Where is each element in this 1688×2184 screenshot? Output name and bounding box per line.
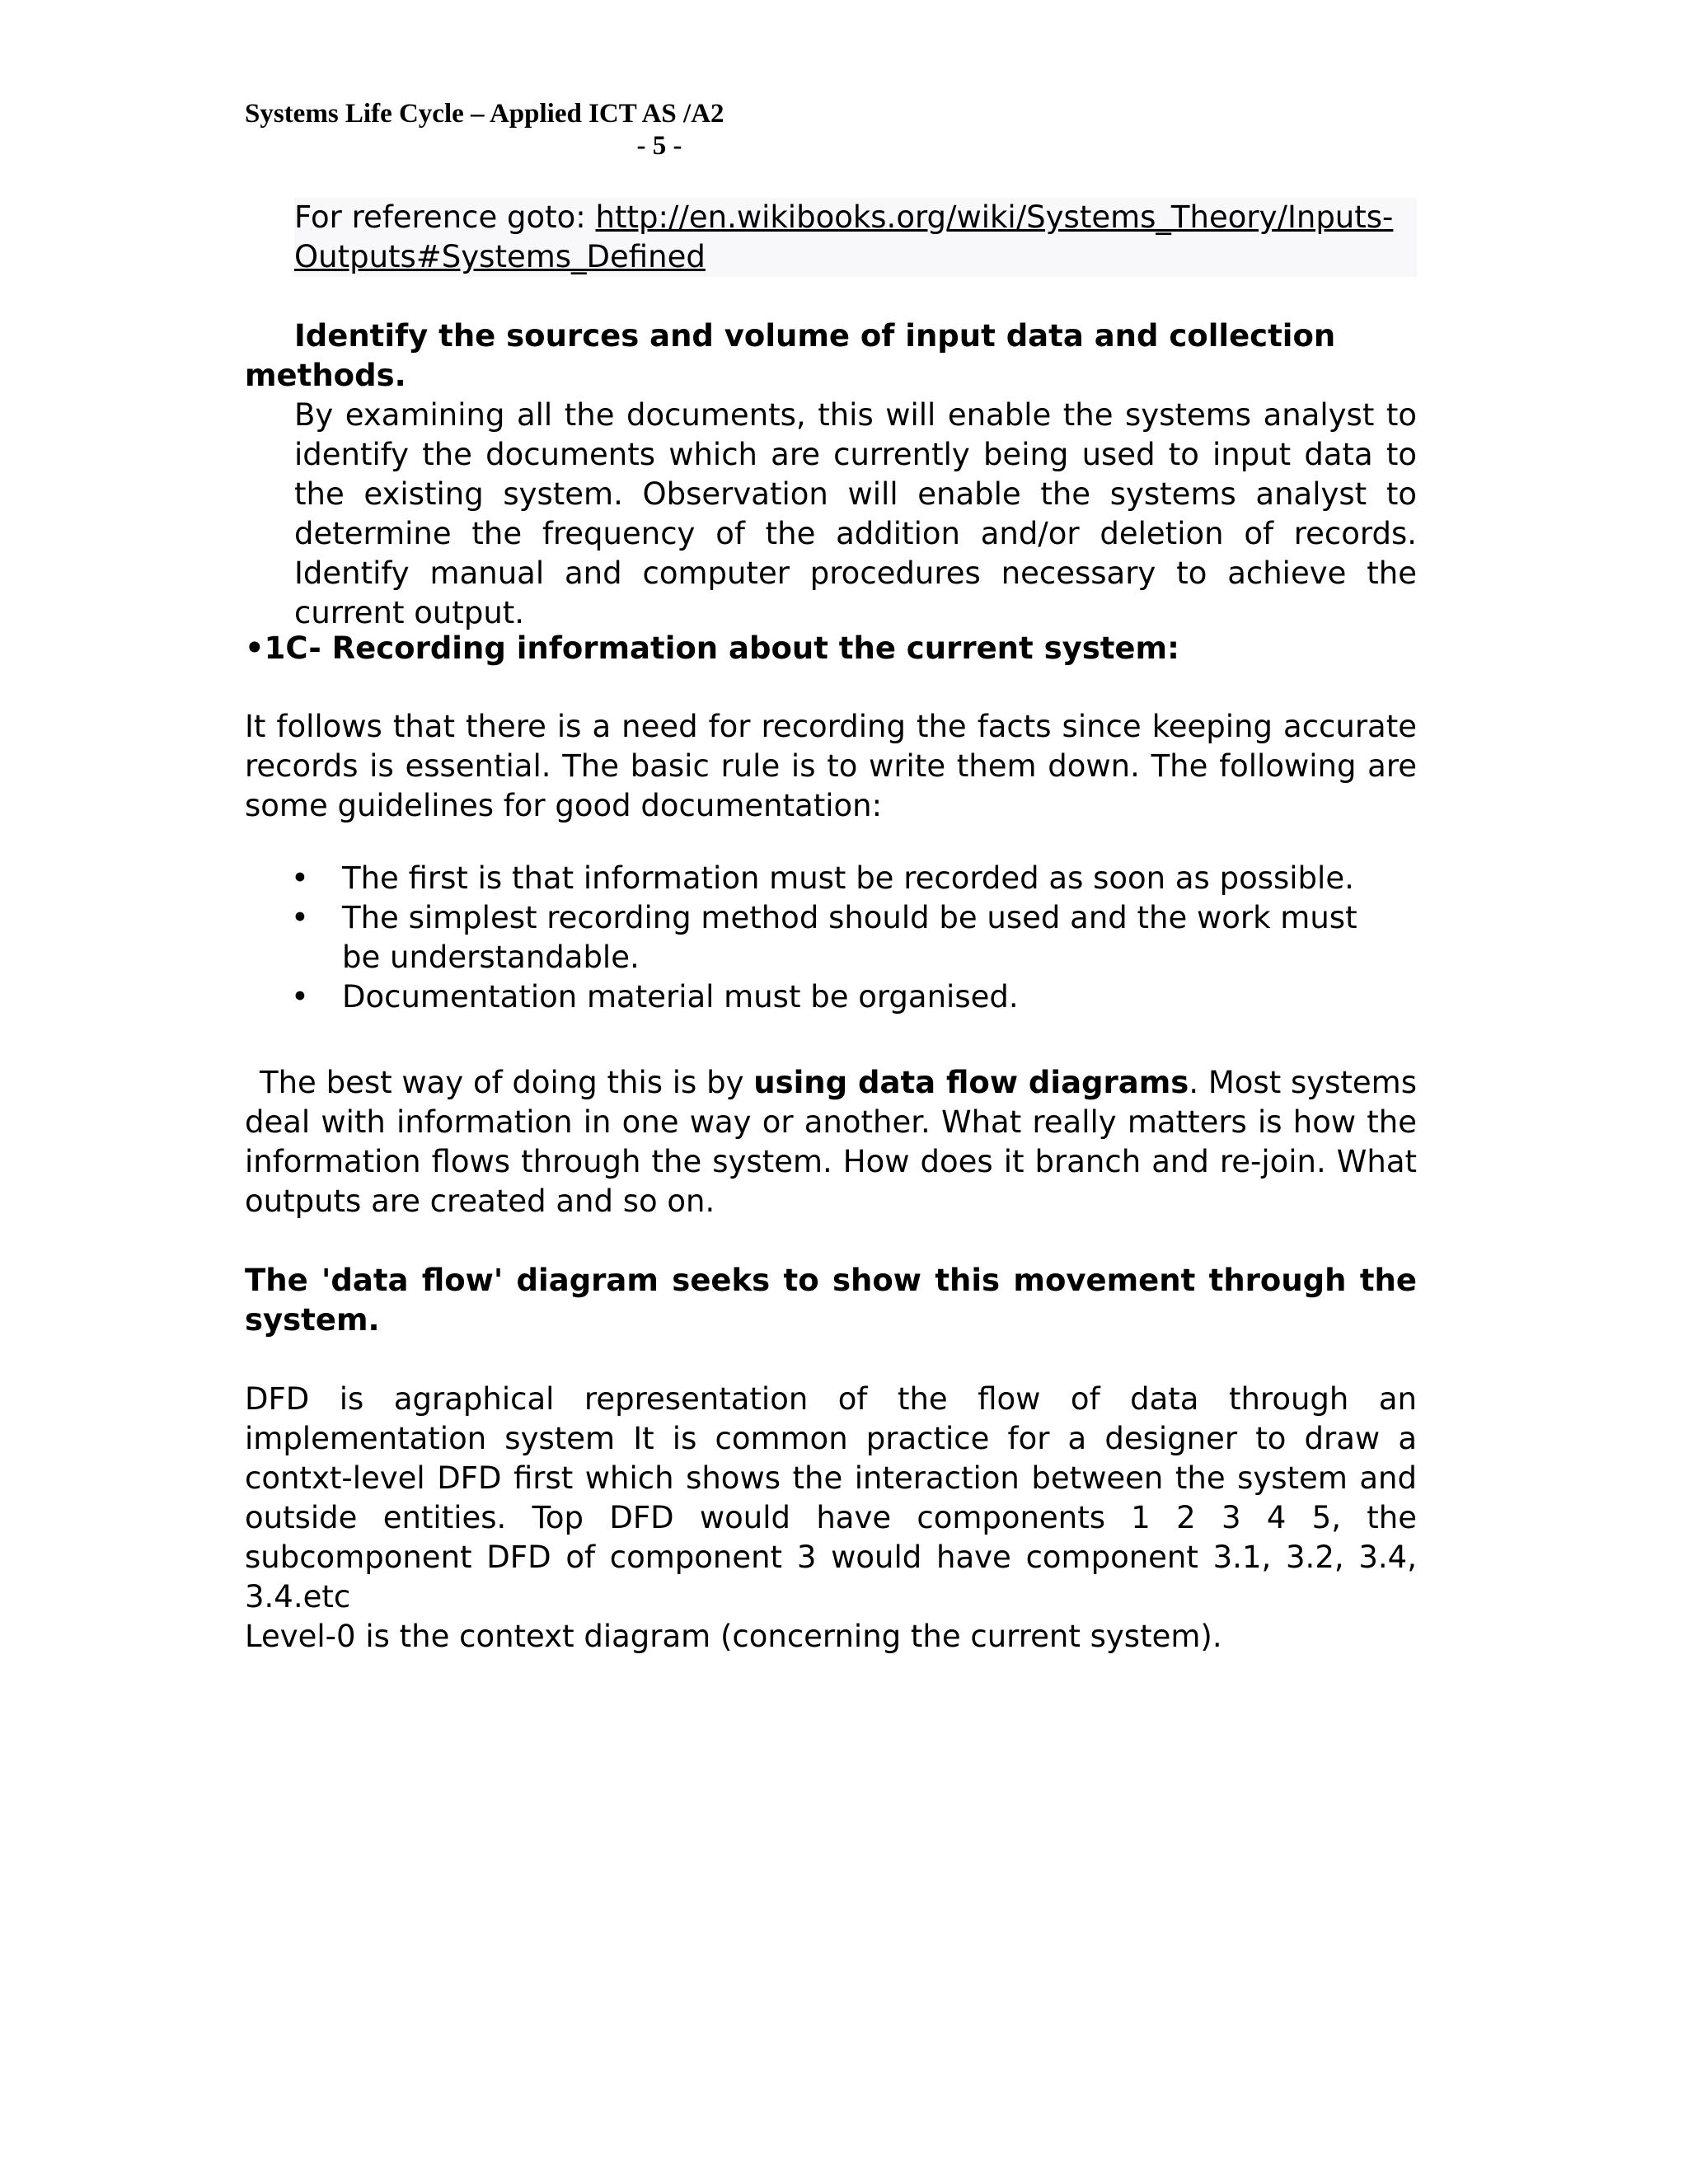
dfd-intro-paragraph <box>245 1063 1417 1221</box>
bullet-icon: • <box>291 979 309 1015</box>
reference-link-part1[interactable]: http://en.wikibooks.org/wiki/Systems_Theory/Inputs- <box>595 199 1394 235</box>
section-1c-intro: It follows that there is a need for recording the facts since keeping accurate records is essential. The basic rule is to write them down. The following are some guidelines for good documentation: <box>245 709 1417 823</box>
dfd-paragraph: DFD is agraphical representation of the flow of data through an implementation system It is common practice for a designer to draw a contxt-level DFD first which shows the interaction between the system and outside entities. Top DFD would have components 1 2 3 4 5, the subcomponent DFD of component 3 would have component 3.1, 3.2, 3.4, 3.4.etc <box>245 1381 1417 1615</box>
dfd-intro-before: The best way of doing this is by <box>260 1065 754 1100</box>
section-1c-heading: •1C- Recording information about the current system: <box>245 630 1179 666</box>
bullet-icon: • <box>291 860 309 896</box>
dfd-intro-after: . Most systems deal with information in one way or another. What really matters is how the information flows through the system. How does it branch and re-join. What outputs are created and so on. <box>245 1065 1417 1219</box>
list-item <box>245 898 1364 977</box>
list-item <box>245 977 1364 1017</box>
list-item <box>245 859 1364 898</box>
header-title: Systems Life Cycle – Applied ICT AS /A2 <box>245 99 724 129</box>
reference-prefix: For reference goto: <box>294 199 596 235</box>
reference-link-part2[interactable]: Outputs#Systems_Defined <box>294 239 706 274</box>
identify-paragraph: By examining all the documents, this will enable the systems analyst to identify the documents which are currently being used to input data to the existing system. Observation will enable the systems analyst to determine the frequency of the addition and/or deletion of records. Identify manual and computer procedures necessary to achieve the current output. <box>294 397 1417 630</box>
guidelines-list <box>245 859 1417 1017</box>
reference-line <box>294 198 1448 277</box>
list-item-text: The simplest recording method should be used and the work must be understandable. <box>342 900 1357 975</box>
list-item-text: Documentation material must be organised. <box>342 979 1019 1015</box>
dfd-heading: The 'data flow' diagram seeks to show this movement through the system. <box>245 1263 1417 1338</box>
dfd-intro-bold: using data flow diagrams <box>753 1065 1189 1100</box>
identify-heading: Identify the sources and volume of input data and collection methods. <box>245 318 1336 393</box>
level0-line: Level-0 is the context diagram (concerning the current system). <box>245 1619 1222 1654</box>
bullet-icon: • <box>291 900 309 935</box>
list-item-text: The first is that information must be recorded as soon as possible. <box>342 860 1354 896</box>
page-number: - 5 - <box>636 131 682 161</box>
